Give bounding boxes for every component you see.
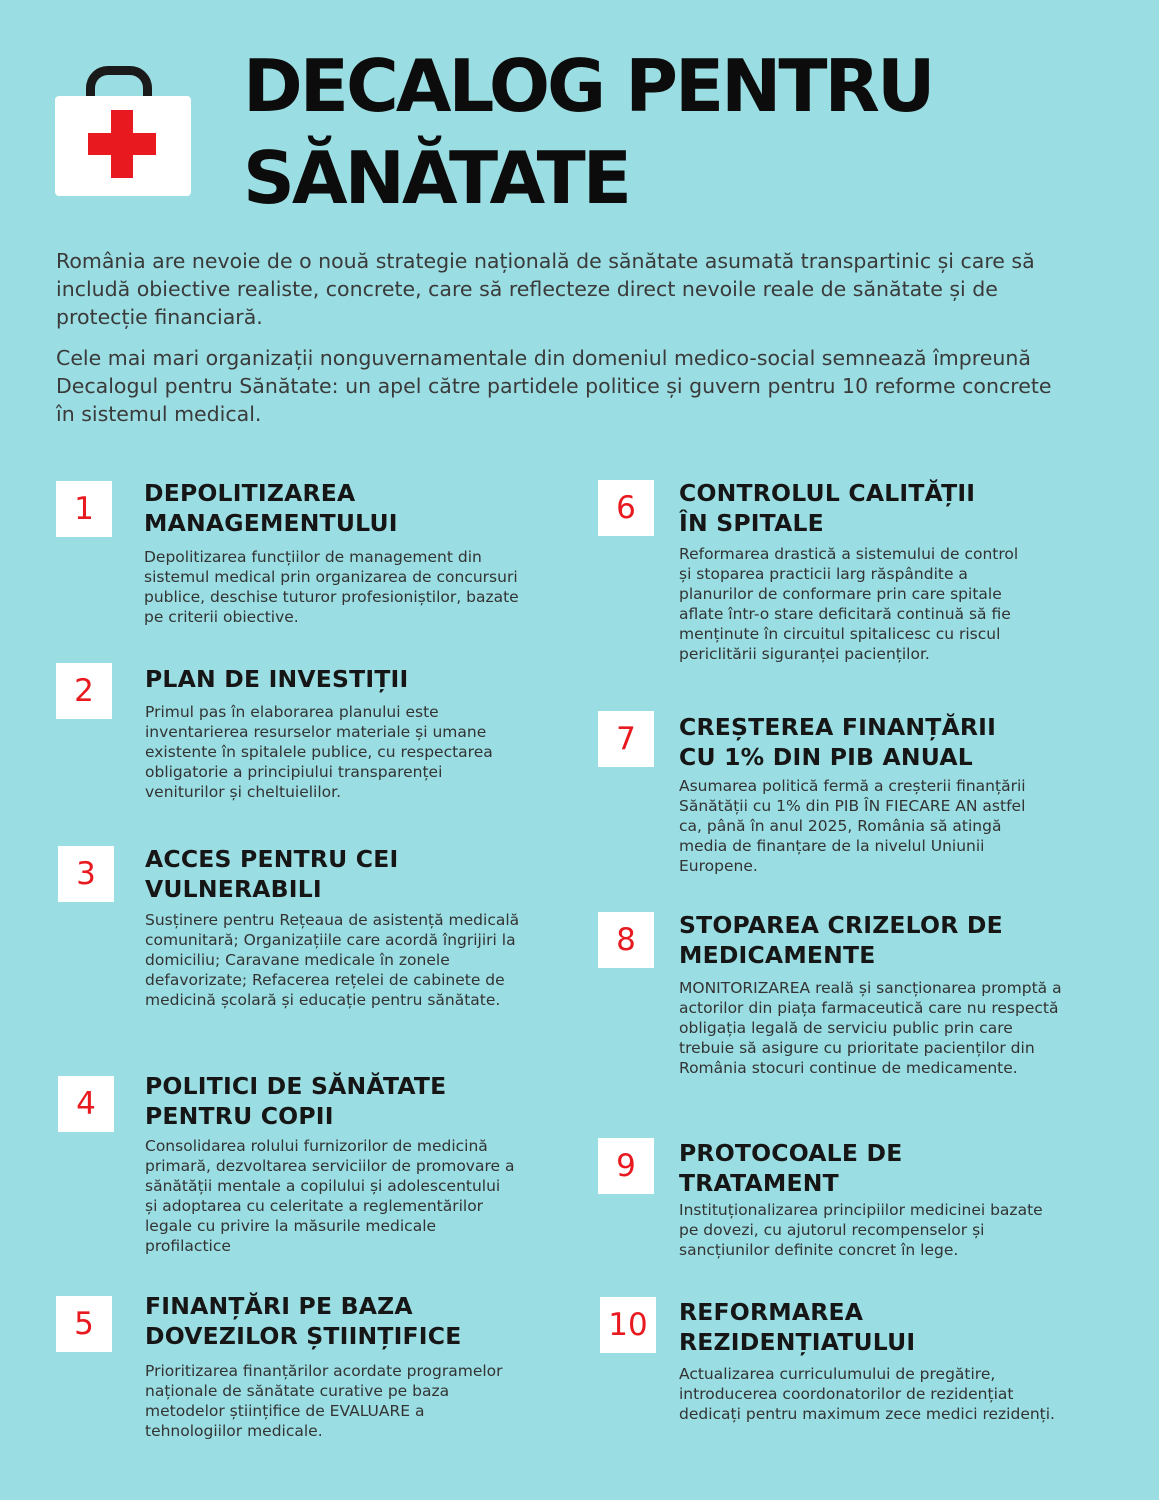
item-description: Instituționalizarea principiilor medicinei bazate pe dovezi, cu ajutorul recompenselor și sancțiunilor definite concret în lege.	[679, 1201, 1043, 1259]
item-number-badge: 3	[58, 846, 114, 902]
item-number-badge: 5	[56, 1296, 112, 1352]
item-number-badge: 1	[56, 481, 112, 537]
title-line-2: SĂNĂTATE	[243, 136, 629, 220]
item-number-badge: 10	[600, 1297, 656, 1353]
intro-paragraph-1: România are nevoie de o nouă strategie națională de sănătate asumată transpartinic și care să includă obiective realiste, concrete, care să reflecteze direct nevoile reale de sănătate și de protecție financiară.	[56, 249, 1035, 329]
title-line-1: DECALOG PENTRU	[243, 44, 933, 128]
item-number-badge: 8	[598, 912, 654, 968]
red-cross-horizontal	[88, 133, 156, 155]
item-title: PLAN DE INVESTIȚII	[145, 665, 409, 693]
item-number-badge: 9	[598, 1138, 654, 1194]
item-title: POLITICI DE SĂNĂTATE PENTRU COPII	[145, 1072, 447, 1130]
item-title: REFORMAREA REZIDENȚIATULUI	[679, 1298, 916, 1356]
item-description: Asumarea politică fermă a creșterii finanțării Sănătății cu 1% din PIB ÎN FIECARE AN astfel ca, până în anul 2025, România să atingă media de finanțare de la nivelul Uniunii Europene.	[679, 777, 1026, 875]
item-description: Consolidarea rolului furnizorilor de medicină primară, dezvoltarea serviciilor de promovare a sănătății mentale a copilului și adolescentului și adoptarea cu celeritate a reglementărilor legale cu privire la măsurile medicale profilactice	[145, 1137, 515, 1255]
first-aid-kit-icon	[55, 66, 191, 196]
item-number-badge: 4	[58, 1076, 114, 1132]
item-number-badge: 7	[598, 711, 654, 767]
item-number-badge: 2	[56, 663, 112, 719]
item-description: Primul pas în elaborarea planului este inventarierea resurselor materiale și umane existente în spitalele publice, cu respectarea obligatorie a principiului transparenței veniturilor și cheltuielilor.	[145, 703, 493, 801]
item-title: FINANȚĂRI PE BAZA DOVEZILOR ȘTIINȚIFICE	[145, 1292, 462, 1350]
item-title: STOPAREA CRIZELOR DE MEDICAMENTE	[679, 911, 1003, 969]
item-description: Prioritizarea finanțărilor acordate programelor naționale de sănătate curative pe baza metodelor științifice de EVALUARE a tehnologiilor medicale.	[145, 1362, 503, 1440]
item-description: Susținere pentru Rețeaua de asistență medicală comunitară; Organizațiile care acordă îngrijiri la domiciliu; Caravane medicale în zonele defavorizate; Refacerea rețelei de cabinete de medicină școlară și educație pentru sănătate.	[145, 911, 520, 1009]
intro-paragraph-2: Cele mai mari organizații nonguvernamentale din domeniul medico-social semnează împreună Decalogul pentru Sănătate: un apel către partidele politice și guvern pentru 10 reforme concrete în sistemul medical.	[56, 346, 1052, 426]
item-description: Depolitizarea funcțiilor de management din sistemul medical prin organizarea de concursuri publice, deschise tuturor profesioniștilor, bazate pe criterii obiective.	[144, 548, 519, 626]
item-description: Actualizarea curriculumului de pregătire, introducerea coordonatorilor de rezidențiat dedicați pentru maximum zece medici rezidenți.	[679, 1365, 1055, 1423]
item-title: CONTROLUL CALITĂȚII ÎN SPITALE	[679, 479, 976, 537]
item-title: CREȘTEREA FINANȚĂRII CU 1% DIN PIB ANUAL	[679, 713, 997, 771]
item-description: Reformarea drastică a sistemului de control și stoparea practicii larg răspândite a planurilor de conformare prin care spitale aflate într-o stare deficitară continuă să fie menținute în circuitul spitalicesc cu riscul periclitării siguranței pacienților.	[679, 545, 1019, 663]
page-title	[243, 40, 1123, 224]
item-title: PROTOCOALE DE TRATAMENT	[679, 1139, 903, 1197]
item-title: ACCES PENTRU CEI VULNERABILI	[145, 845, 399, 903]
item-title: DEPOLITIZAREA MANAGEMENTULUI	[144, 479, 398, 537]
item-number-badge: 6	[598, 480, 654, 536]
item-description: MONITORIZAREA reală și sancționarea promptă a actorilor din piața farmaceutică care nu respectă obligația legală de serviciu public prin care trebuie să asigure cu prioritate pacienților din România stocuri continue de medicamente.	[679, 979, 1062, 1077]
kit-box	[55, 96, 191, 196]
